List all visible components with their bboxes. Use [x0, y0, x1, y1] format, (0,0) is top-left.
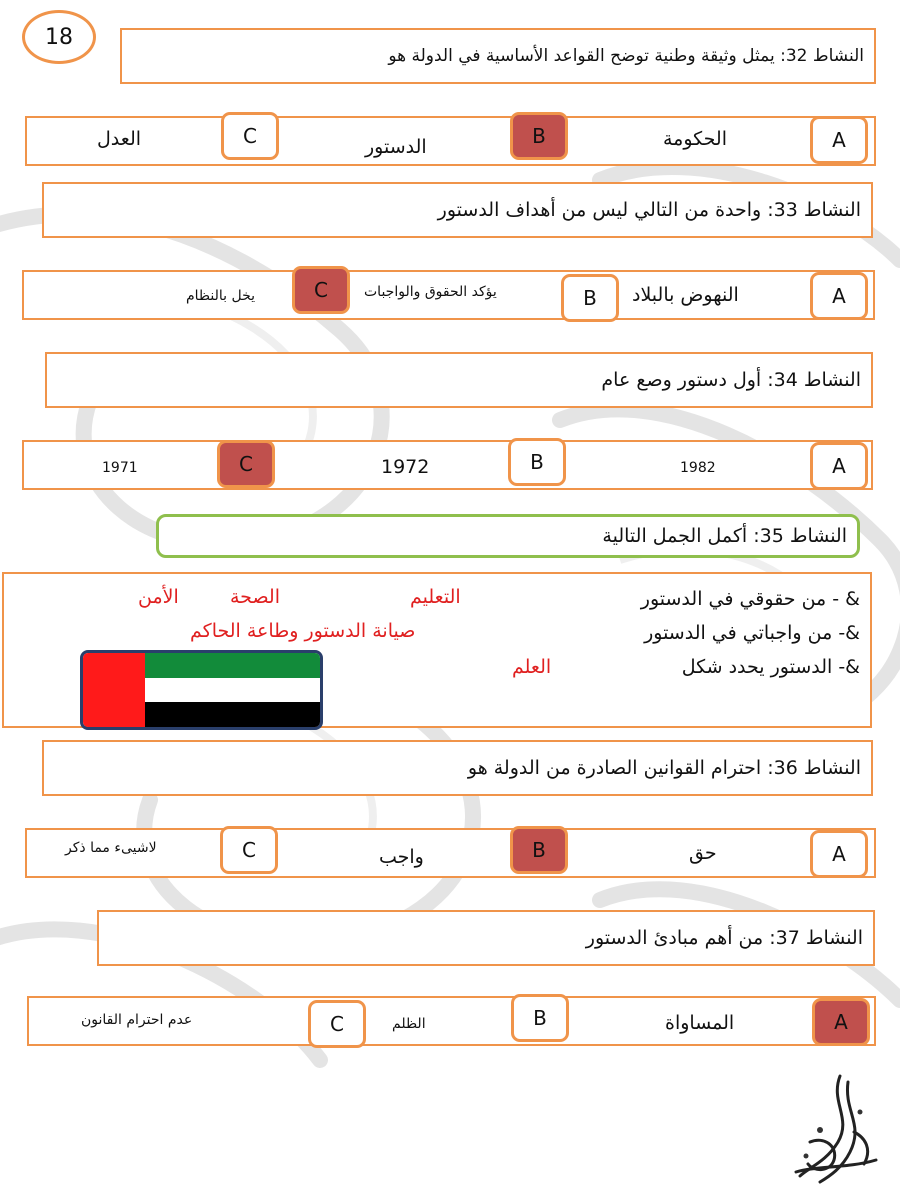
question-35: النشاط 35: أكمل الجمل التالية	[156, 514, 860, 558]
option-a-button[interactable]: A	[810, 272, 868, 320]
rights-sentence: & - من حقوقي في الدستور	[640, 588, 860, 610]
option-b-text: واجب	[379, 846, 424, 868]
option-c-text: 1971	[102, 460, 138, 476]
option-a-text: 1982	[680, 460, 716, 476]
answer-row-36	[25, 828, 876, 878]
question-33: النشاط 33: واحدة من التالي ليس من أهداف الدستور	[42, 182, 873, 238]
option-c-text: عدم احترام القانون	[81, 1012, 193, 1028]
rights-answer-health: الصحة	[230, 586, 280, 608]
option-b-text: 1972	[381, 456, 430, 478]
answer-row-37	[27, 996, 876, 1046]
page-number: 18	[22, 10, 96, 64]
option-a-text: النهوض بالبلاد	[632, 284, 739, 306]
option-b-button[interactable]: B	[510, 826, 568, 874]
option-c-button[interactable]: C	[308, 1000, 366, 1048]
answer-row-33	[22, 270, 875, 320]
option-b-button[interactable]: B	[508, 438, 566, 486]
question-37: النشاط 37: من أهم مبادئ الدستور	[97, 910, 875, 966]
option-a-text: المساواة	[665, 1012, 735, 1034]
option-c-button[interactable]: C	[221, 112, 279, 160]
duties-answer: صيانة الدستور وطاعة الحاكم	[190, 620, 416, 642]
answer-row-34	[22, 440, 873, 490]
option-b-text: الظلم	[392, 1016, 426, 1032]
rights-answer-security: الأمن	[138, 586, 179, 608]
option-b-text: الدستور	[365, 136, 427, 158]
option-a-text: الحكومة	[663, 128, 728, 150]
option-b-button[interactable]: B	[561, 274, 619, 322]
option-b-button[interactable]: B	[511, 994, 569, 1042]
question-34: النشاط 34: أول دستور وصع عام	[45, 352, 873, 408]
rights-answer-education: التعليم	[410, 586, 461, 608]
uae-flag-image	[80, 650, 323, 730]
option-c-text: العدل	[97, 128, 142, 150]
option-a-button[interactable]: A	[810, 442, 868, 490]
option-a-text: حق	[689, 842, 717, 864]
option-c-button[interactable]: C	[217, 440, 275, 488]
option-c-text: يخل بالنظام	[186, 288, 256, 304]
duties-sentence: &- من واجباتي في الدستور	[644, 622, 860, 644]
option-b-button[interactable]: B	[510, 112, 568, 160]
constitution-sentence: &- الدستور يحدد شكل	[681, 656, 860, 678]
question-32: النشاط 32: يمثل وثيقة وطنية توضح القواعد الأساسية في الدولة هو	[120, 28, 876, 84]
option-c-button[interactable]: C	[292, 266, 350, 314]
option-c-text: لاشيىء مما ذكر	[65, 840, 157, 856]
option-b-text: يؤكد الحقوق والواجبات	[364, 284, 497, 300]
question-36: النشاط 36: احترام القوانين الصادرة من الدولة هو	[42, 740, 873, 796]
flag-answer: العلم	[512, 656, 552, 678]
option-a-button[interactable]: A	[810, 830, 868, 878]
option-a-button[interactable]: A	[810, 116, 868, 164]
option-a-button[interactable]: A	[812, 998, 870, 1046]
calligraphy-logo	[790, 1072, 880, 1184]
answer-row-32	[25, 116, 876, 166]
option-c-button[interactable]: C	[220, 826, 278, 874]
